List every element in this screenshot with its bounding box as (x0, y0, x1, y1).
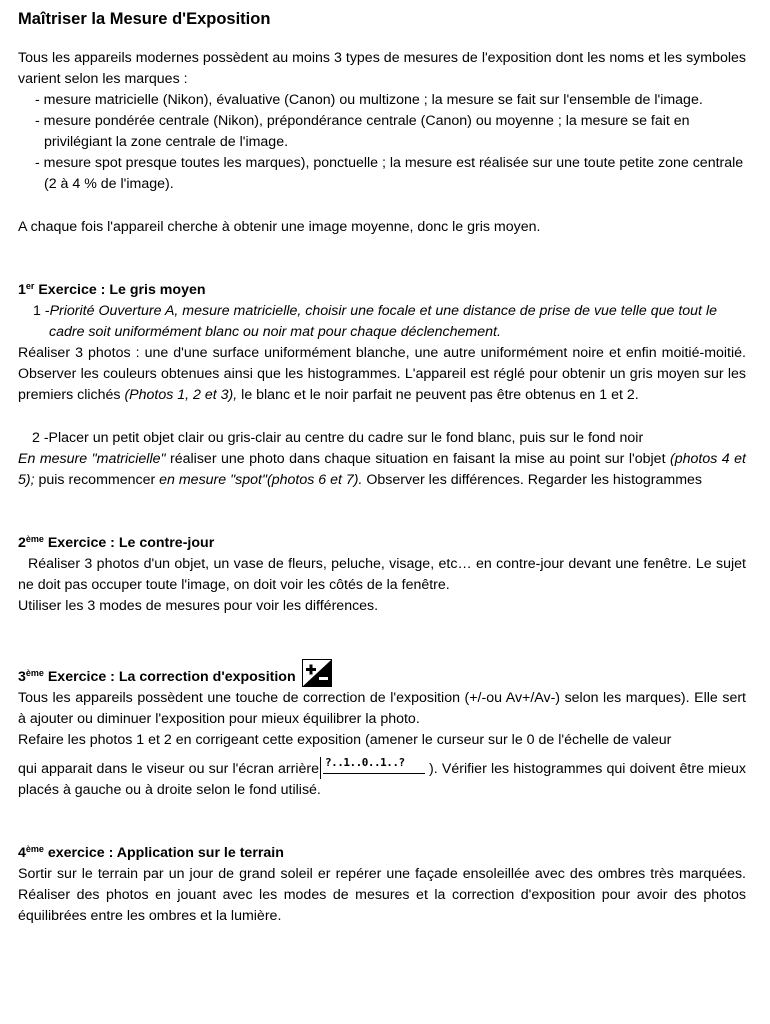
mode-item-matrix: - mesure matricielle (Nikon), évaluative (Canon) ou multizone ; la mesure se fait sur l'ensemble de l'image. (35, 92, 703, 108)
exercise-1-paragraph-2: En mesure "matricielle" réaliser une photo dans chaque situation en faisant la mise au point sur l'objet (photos 4 et 5); puis recommencer en mesure "spot"(photos 6 et 7). Observer les différences. Regarder les histogrammes (18, 451, 746, 488)
exercise-3-paragraph-2: Refaire les photos 1 et 2 en corrigeant cette exposition (amener le curseur sur le 0 de l'échelle de valeur (18, 732, 672, 748)
exposure-scale-icon: ?..1..0..1..? (320, 757, 429, 779)
mode-item-center-weighted: - mesure pondérée centrale (Nikon), prépondérance centrale (Canon) ou moyenne ; la mesure se fait en privilégiant la zone centrale de l'image. (35, 113, 690, 150)
summary-paragraph: A chaque fois l'appareil cherche à obtenir une image moyenne, donc le gris moyen. (18, 219, 541, 235)
exercise-3-paragraph-1: Tous les appareils possèdent une touche de correction de l'exposition (+/-ou Av+/Av-) selon les marques). Elle sert à ajouter ou diminuer l'exposition pour mieux équilibrer la photo. (18, 690, 746, 727)
document (18, 6, 746, 927)
exercise-1-step-1: 1 -Priorité Ouverture A, mesure matricielle, choisir une focale et une distance de prise de vue telle que tout le cadre soit uniformément blanc ou noir mat pour chaque déclenchement. (33, 303, 717, 340)
exercise-3-heading: 3ème Exercice : La correction d'exposition (18, 659, 746, 688)
exercise-2-heading: 2ème Exercice : Le contre-jour (18, 534, 215, 551)
exercise-1-step-2: 2 -Placer un petit objet clair ou gris-clair au centre du cadre sur le fond blanc, puis sur le fond noir (32, 430, 644, 446)
exercise-2-paragraph-1: Réaliser 3 photos d'un objet, un vase de fleurs, peluche, visage, etc… en contre-jour devant une fenêtre. Le sujet ne doit pas occuper toute l'image, on doit voir les côtés de la fenêtre. (18, 556, 746, 593)
exercise-1-paragraph-1: Réaliser 3 photos : une d'une surface uniformément blanche, une autre uniformément noire et enfin moitié-moitié. Observer les couleurs obtenues ainsi que les histogrammes. L'appareil est réglé pour obtenir un gris moyen sur les premiers clichés (Photos 1, 2 et 3), le blanc et le noir parfait ne peuvent pas être obtenus en 1 et 2. (18, 345, 746, 403)
exercise-4-heading: 4ème exercice : Application sur le terrain (18, 844, 284, 861)
exercise-3-paragraph-3: qui apparait dans le viseur ou sur l'écran arrière ?..1..0..1..? ). Vérifier les histogrammes qui doivent être mieux placés à gauche ou à droite selon le fond utilisé. (18, 756, 747, 798)
exercise-4-paragraph-1: Sortir sur le terrain par un jour de grand soleil er repérer une façade ensoleillée avec des ombres très marquées. Réaliser des photos en jouant avec les modes de mesures et la correction d'exposition pour avoir des photos équilibrées entre les ombres et la lumière. (18, 866, 746, 924)
exercise-1-heading: 1er Exercice : Le gris moyen (18, 281, 206, 298)
exposure-compensation-icon (302, 659, 332, 687)
exercise-2-paragraph-2: Utiliser les 3 modes de mesures pour voir les différences. (18, 598, 379, 614)
page-title: Maîtriser la Mesure d'Exposition (18, 10, 271, 28)
intro-paragraph: Tous les appareils modernes possèdent au moins 3 types de mesures de l'exposition dont les noms et les symboles varient selon les marques : (18, 50, 746, 87)
mode-item-spot: - mesure spot presque toutes les marques), ponctuelle ; la mesure est réalisée sur une toute petite zone centrale (2 à 4 % de l'image). (35, 155, 744, 192)
